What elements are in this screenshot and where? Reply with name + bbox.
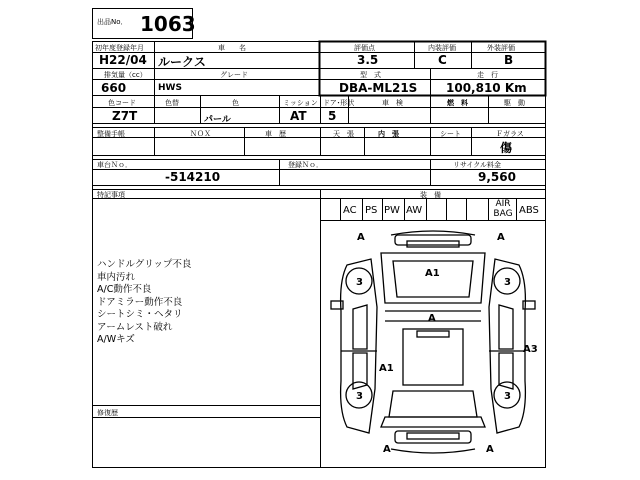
colorcode-label: 色コード (108, 99, 136, 107)
color-value: パール (204, 115, 231, 125)
equipment-label: 装 備 (420, 191, 441, 199)
rear-bumper-lower (391, 449, 475, 453)
score-value: 3.5 (357, 53, 379, 67)
year-label: 初年度登録年月 (95, 44, 144, 52)
score-label: 評価点 (354, 44, 375, 52)
car-damage-diagram (321, 221, 545, 467)
car-name: ルークス (158, 55, 206, 69)
front-plate-outline (407, 241, 459, 247)
seat-label: シート (440, 130, 461, 138)
remark-line: ハンドルグリップ不良 (97, 259, 192, 270)
mark-rear-right: A (486, 444, 494, 455)
paint-label: 色替 (165, 99, 179, 107)
remarks-label: 特記事項 (97, 191, 125, 199)
equip-pw: PW (384, 205, 400, 216)
grade-label: グレード (220, 71, 248, 79)
interior-label: 内装評価 (428, 44, 456, 52)
model-value: DBA-ML21S (339, 81, 418, 95)
fuel-label: 燃 料 (447, 99, 468, 107)
roof-label: 天 張 (333, 130, 354, 138)
repair-history-label: 修復歴 (97, 409, 118, 417)
first-registration: H22/04 (99, 53, 147, 67)
remark-line: ドアミラー動作不良 (97, 296, 183, 308)
remarks-list (97, 259, 317, 347)
reg-label: 登録Ｎｏ． (288, 161, 323, 169)
fglass-value: 傷 (500, 141, 513, 155)
mark-wheel-fr: 3 (504, 277, 511, 288)
nox-label: ＮＯＸ (190, 130, 211, 138)
door-label: ドア･形状 (323, 99, 355, 107)
mark-hood: A1 (425, 268, 440, 279)
recycle-label: リサイクル料金 (453, 161, 502, 169)
chassis-number: -514210 (165, 170, 221, 184)
fglass-label: Ｆガラス (496, 130, 524, 138)
rear-window-outline (389, 391, 477, 417)
lot-label: 出品No． (97, 18, 128, 26)
left-front-window (353, 305, 367, 349)
mark-rear-left: A (383, 444, 391, 455)
color-label: 色 (232, 99, 239, 107)
mileage-label: 走 行 (477, 71, 498, 79)
history-label: 車 歴 (265, 130, 286, 138)
equip-airbag: AIR BAG (493, 199, 513, 219)
windshield-outline (393, 261, 473, 297)
mark-roof: A (428, 313, 436, 324)
door-value: 5 (328, 109, 337, 123)
mission-label: ミッション (283, 99, 318, 107)
displacement-value: 660 (101, 81, 127, 95)
inspection-label: 車 検 (382, 99, 403, 107)
lot-number: 1063 (140, 12, 196, 36)
mark-wheel-fl: 3 (356, 277, 363, 288)
equip-aw: AW (406, 205, 423, 216)
remark-line: アームレスト破れ (97, 321, 173, 333)
remark-line: シートシミ・ヘタリ (97, 309, 183, 320)
mileage-value: 100,810 Km (446, 81, 527, 95)
right-front-window (499, 305, 513, 349)
remark-line: 車内汚れ (97, 271, 136, 283)
mission-value: AT (290, 109, 307, 123)
recycle-fee: 9,560 (478, 170, 516, 184)
chassis-label: 車台Ｎｏ． (97, 161, 132, 169)
interior-value: C (438, 53, 447, 67)
exterior-label: 外装評価 (487, 44, 515, 52)
remark-line: A/C動作不良 (97, 284, 152, 295)
upholstery-label: 内 張 (378, 130, 399, 138)
mark-front-left: A (357, 232, 365, 243)
drive-label: 駆 動 (504, 99, 525, 107)
rear-plate-outline (407, 433, 459, 439)
displacement-label: 排気量（cc） (104, 71, 147, 79)
model-label: 型 式 (360, 71, 381, 79)
exterior-value: B (504, 53, 514, 67)
equip-abs: ABS (519, 205, 539, 216)
car-name-label: 車 名 (218, 44, 246, 52)
mark-right-side: A3 (523, 344, 538, 355)
mark-wheel-rl: 3 (356, 391, 363, 402)
equip-ps: PS (365, 205, 378, 216)
equip-ac: AC (343, 205, 357, 216)
manual-label: 整備手帳 (97, 130, 125, 138)
grade-value: HWS (158, 83, 182, 93)
mark-wheel-rr: 3 (504, 391, 511, 402)
rear-gate-outline (381, 417, 485, 427)
colorcode-value: Z7T (112, 109, 138, 123)
mark-left-rear: A1 (379, 363, 394, 374)
mark-front-right: A (497, 232, 505, 243)
remark-line: A/Wキズ (97, 334, 135, 345)
